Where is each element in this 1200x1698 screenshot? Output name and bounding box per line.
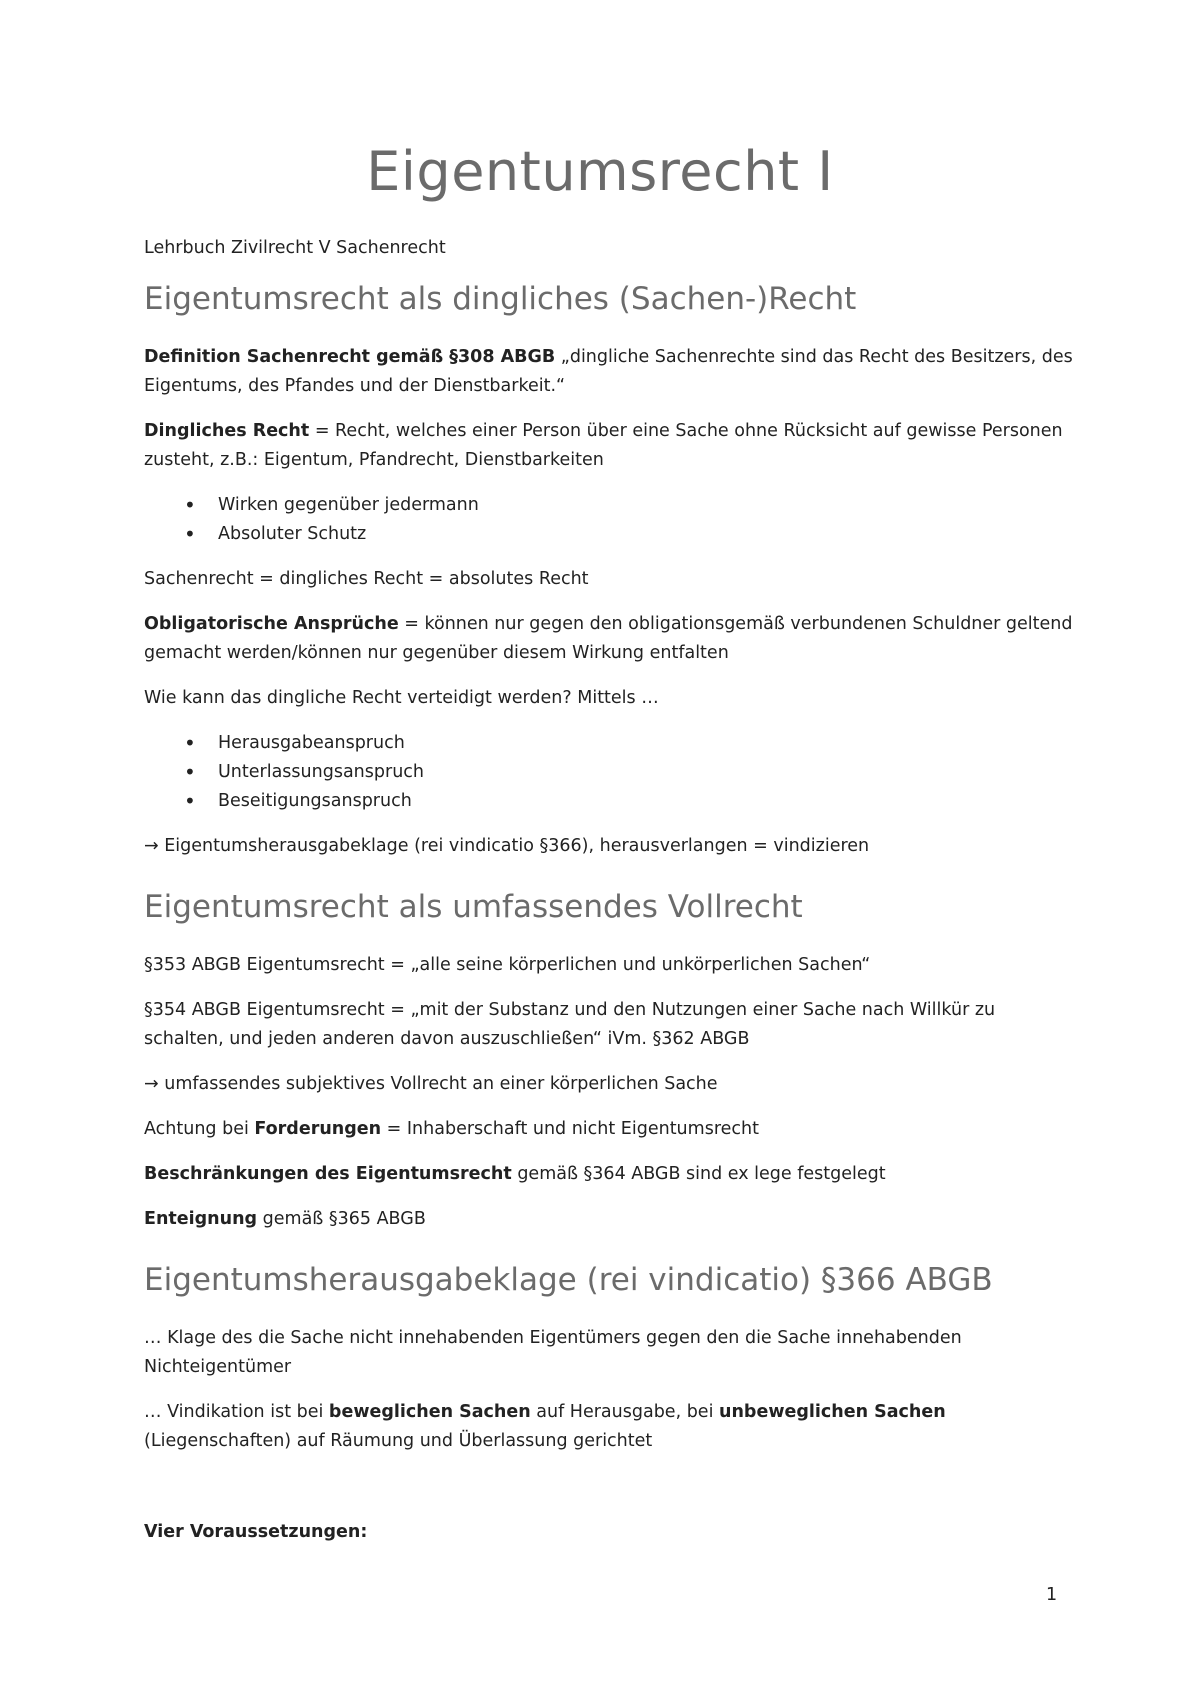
bullet-list-ansprueche: [144, 729, 1074, 816]
paragraph-sachenrecht-gleich: Sachenrecht = dingliches Recht = absolutes Recht: [144, 569, 589, 589]
paragraph-text: „dingliche Sachenrechte sind das Recht des Besitzers, des Eigentums, des Pfandes und der Dienstbarkeit.“: [144, 347, 1073, 396]
bold-term: beweglichen Sachen: [328, 1402, 531, 1422]
paragraph-vollrecht-arrow: → umfassendes subjektives Vollrecht an einer körperlichen Sache: [144, 1074, 718, 1094]
bold-term: Beschränkungen des Eigentumsrecht: [144, 1164, 512, 1184]
bold-term: Definition Sachenrecht gemäß §308 ABGB: [144, 347, 556, 367]
paragraph-enteignung: [144, 1205, 1074, 1234]
paragraph-definition-sachenrecht: [144, 343, 1074, 401]
paragraph-dingliches-recht: [144, 417, 1074, 475]
blank-line: [144, 1472, 1074, 1518]
paragraph-obligatorische-ansprueche: [144, 610, 1074, 668]
document-title: Eigentumsrecht I: [366, 140, 834, 203]
bullet-list-dingliches-recht: [144, 491, 1074, 549]
bold-term: Forderungen: [254, 1119, 382, 1139]
paragraph-text: = Recht, welches einer Person über eine Sache ohne Rücksicht auf gewisse Personen zusteht, z.B.: Eigentum, Pfandrecht, Dienstbarkeiten: [144, 421, 1063, 470]
page-number: 1: [1046, 1585, 1058, 1605]
document-body: [144, 234, 1074, 1563]
list-item: • Wirken gegenüber jedermann: [144, 491, 1074, 520]
list-item: • Absoluter Schutz: [144, 520, 1074, 549]
bold-term: Obligatorische Ansprüche: [144, 614, 399, 634]
paragraph-text: gemäß §364 ABGB sind ex lege festgelegt: [511, 1164, 886, 1184]
bold-term: Vier Voraussetzungen:: [144, 1522, 368, 1542]
list-item: • Beseitigungsanspruch: [144, 787, 1074, 816]
paragraph-verteidigung: Wie kann das dingliche Recht verteidigt werden? Mittels …: [144, 688, 659, 708]
paragraph-text: = können nur gegen den obligationsgemäß verbundenen Schuldner geltend gemacht werden/können nur gegenüber diesem Wirkung entfalten: [144, 614, 1073, 663]
bold-term: Dingliches Recht: [144, 421, 310, 441]
paragraph-vindikation: [144, 1398, 1074, 1456]
bold-term: Enteignung: [144, 1209, 258, 1229]
subtitle: Lehrbuch Zivilrecht V Sachenrecht: [144, 238, 446, 258]
paragraph-voraussetzungen: [144, 1518, 1074, 1547]
paragraph-klage: … Klage des die Sache nicht innehabenden Eigentümers gegen den die Sache innehabenden Nichteigentümer: [144, 1328, 962, 1377]
section-heading-vollrecht: Eigentumsrecht als umfassendes Vollrecht: [144, 889, 803, 925]
paragraph-beschraenkungen: [144, 1160, 1074, 1189]
paragraph-text: auf Herausgabe, bei: [530, 1402, 719, 1422]
section-heading-rei-vindicatio: Eigentumsherausgabeklage (rei vindicatio) §366 ABGB: [144, 1262, 993, 1298]
list-item: • Unterlassungsanspruch: [144, 758, 1074, 787]
paragraph-text: = Inhaberschaft und nicht Eigentumsrecht: [381, 1119, 759, 1139]
bold-term: unbeweglichen Sachen: [719, 1402, 946, 1422]
paragraph-text: Achtung bei: [144, 1119, 255, 1139]
list-item: • Herausgabeanspruch: [144, 729, 1074, 758]
paragraph-eigentumsherausgabeklage-arrow: → Eigentumsherausgabeklage (rei vindicatio §366), herausverlangen = vindizieren: [144, 836, 870, 856]
paragraph-353-abgb: §353 ABGB Eigentumsrecht = „alle seine körperlichen und unkörperlichen Sachen“: [144, 955, 871, 975]
paragraph-forderungen: [144, 1115, 1074, 1144]
paragraph-354-abgb: §354 ABGB Eigentumsrecht = „mit der Substanz und den Nutzungen einer Sache nach Willkür zu schalten, und jeden anderen davon auszuschließen“ iVm. §362 ABGB: [144, 1000, 996, 1049]
paragraph-text: gemäß §365 ABGB: [257, 1209, 426, 1229]
paragraph-text: (Liegenschaften) auf Räumung und Überlassung gerichtet: [144, 1431, 653, 1451]
paragraph-text: … Vindikation ist bei: [144, 1402, 329, 1422]
section-heading-dingliches-recht: Eigentumsrecht als dingliches (Sachen-)Recht: [144, 281, 857, 317]
